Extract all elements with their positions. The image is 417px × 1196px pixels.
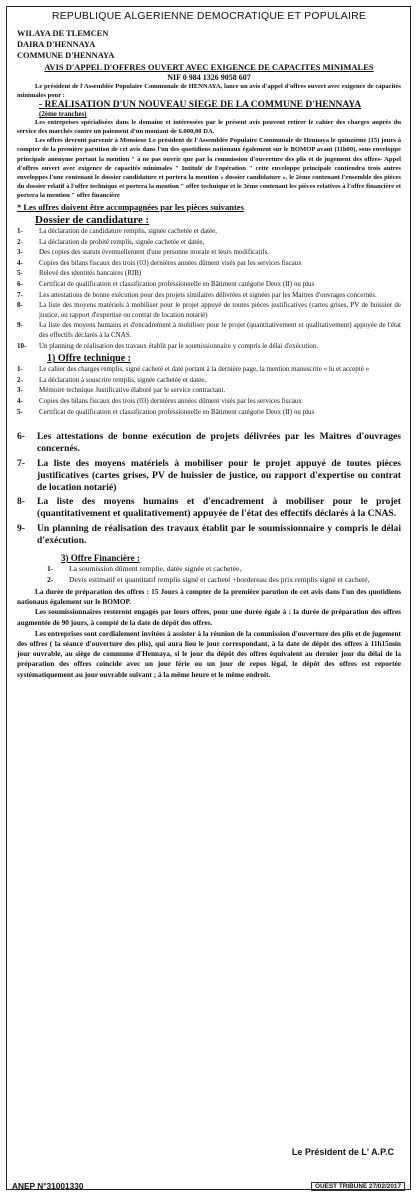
footer-newspaper: OUEST TRIBUNE 27/02/2017 — [311, 1182, 405, 1191]
technique-item-text: Le cahier des charges remplis, signé cacheté et daté portant à la dernière page, la mention manuscrite « lu et accepté » — [39, 365, 370, 374]
paragraph-offres: Les offres devront parvenir à Monsieur Le président de l'Assemblée Populaire Communale de Hennaya le quinzième (15) jours à compter de la première parution de cet avis dans l'un des quotidiens nationaux également sur le BOMOP avant (11h00), sous enveloppe principale anonyme portant la mention " à ne pas ouvrir que par la commission d'ouverture des plis et de jugement des offres- Appel d'offres ouvert avec exigence de capacités minimales " Intitulé de l'opération " cette enveloppe principale contiendra trois autres enveloppes l'une contenant le dossier candidature et portera la mention « dossier candidature », le 2ème contenant l'ensemble des pièces du dossier relatif à l'offre technique et portera la mention " offre technique et le 3ème contenant les pièces relatives à l'offre financière et portera la mention " offre financière — [17, 137, 401, 199]
candidature-item — [17, 227, 401, 237]
issuer-line-daira: DAIRA D'HENNAYA — [17, 40, 96, 49]
technique-large-item — [17, 523, 401, 547]
candidature-item-number: 1- — [17, 227, 23, 236]
closing-engagement: Les soumissionnaires resteront engagés par leurs offres, pour une durée égale à : la durée de préparation des offres augmentée de 90 jours, à compté de la date de dépôt des offres. — [17, 607, 401, 627]
footer-anep: ANEP N°31001330 — [12, 1181, 84, 1191]
candidature-item — [17, 238, 401, 248]
technique-large-item — [17, 458, 401, 495]
candidature-item-text: Les attestations de bonne exécution pour des projets similaires délivrées et signées par les Maitres d'ouvrages concernés. — [39, 290, 377, 299]
notice-body — [7, 7, 410, 680]
candidature-item-number: 8- — [17, 301, 23, 310]
accompany-heading: * Les offres doivent être accompagnées par les pièces suivantes — [17, 202, 244, 213]
closing-meeting: Les entreprises sont cordialement invitées à assister à la réunion de la commission d'ouverture des plis et de jugement des offres ( la séance d'ouverture des plis), qui aura lieu le jour correspondant, à la date de dépôt des offres à 11h15min jour ouvrable, au siège de commune d'Hennaya, si le jour du dépôt des offres équivalent au dernier jour du délai de la préparation des offres coïncide avec un jour férie ou un jour de repos légal, le dépôt des offres est reportée systématiquement au jour ouvrable suivant ; à la même heure et le même endroit. — [17, 628, 401, 679]
technique-item-number: 2- — [17, 375, 23, 384]
technique-large-item-text: La liste des moyens humains et d'encadrement à mobiliser pour le projet (quantitativement et qualitativement) appuyée de l'état des effectifs déclarés à la CNAS. — [37, 496, 401, 520]
financiere-item-text: Devis estimatif et quantitatif remplis signé et cacheté +bordereau des prix remplis signé et cacheté, — [69, 574, 370, 584]
candidature-item-text: La déclaration de candidature remplis, signée cachetée et datée, — [39, 227, 218, 236]
intro-paragraph: Le président de l'Assemblée Populaire Communale de HENNAYA, lance un avis d'appel d'offres ouvert avec exigence de capacités minimales pour : — [17, 83, 401, 100]
technique-item-text: La déclaration à souscrire remplis, signée cachetée et datée, — [39, 375, 207, 384]
signature-line: Le Président de L' A.P.C — [291, 1147, 394, 1157]
republic-header: REPUBLIQUE ALGERIENNE DEMOCRATIQUE ET POPULAIRE — [51, 10, 367, 22]
candidature-item-text: La liste des moyens matériels à mobiliser pour le projet appuyé de toutes pièces justificatives (cartes grises, PV de huissier de justice, ou rapport d'expertise ou contrat de location notarié) — [39, 301, 401, 319]
technique-large-item-number: 9- — [17, 522, 25, 534]
candidature-item — [17, 259, 401, 269]
candidature-item-number: 10- — [17, 341, 27, 350]
candidature-item-text: Copies des bilans fiscaux des trois (03) dernières années dûment visés par les services fiscaux — [39, 258, 302, 267]
financiere-heading: 3) Offre Financière : — [61, 552, 140, 563]
project-tranche: (2ème tranches) — [39, 110, 87, 119]
technique-item-number: 4- — [17, 396, 23, 405]
financiere-list — [17, 564, 401, 585]
candidature-item — [17, 269, 401, 279]
issuer-line-wilaya: WILAYA DE TLEMCEN — [17, 29, 109, 38]
candidature-item-number: 9- — [17, 321, 23, 330]
technique-large-item-number: 7- — [17, 457, 25, 469]
technique-item — [17, 376, 401, 386]
technique-item — [17, 408, 401, 418]
technique-item — [17, 386, 401, 396]
technique-heading: 1) Offre technique : — [47, 353, 131, 365]
paragraph-cahier: Les entreprises spécialisées dans le domaine et intéressées par le présent avis peuvent retirer le cahier des charges auprès du service des marchés contre un paiement d'un montant de 6.000,00 DA. — [17, 119, 401, 136]
candidature-item-text: La déclaration de probité remplis, signée cachetée et datée, — [39, 237, 205, 246]
notice-title: AVIS D'APPEL D'OFFRES OUVERT AVEC EXIGENCE DE CAPACITES MINIMALES — [44, 62, 374, 72]
technique-large-item — [17, 431, 401, 455]
candidature-item-text: Un planning de réalisation des travaux établit par le soumissionnaire y compris le délai d'exécution. — [39, 341, 319, 350]
technique-list — [17, 365, 401, 417]
technique-large-block — [17, 431, 401, 547]
technique-item-text: Copies des bilans fiscaux des trois (03) dernières années dûment visés par les services fiscaux — [39, 396, 302, 405]
closing-duration: La durée de préparation des offres : 15 Jours à compter de la première parution de cet avis dans l'un des quotidiens nationaux également sur le BOMOP. — [17, 586, 401, 607]
nif-number: NIF 0 984 1326 9058 607 — [167, 73, 251, 82]
candidature-item — [17, 301, 401, 320]
financiere-item-number: 1- — [47, 563, 54, 573]
technique-large-item-text: Les attestations de bonne exécution de projets délivrées par les Maitres d'ouvrages concernés. — [37, 431, 401, 455]
candidature-heading: Dossier de candidature : — [35, 214, 150, 227]
technique-item-number: 1- — [17, 365, 23, 374]
candidature-item-number: 5- — [17, 269, 23, 278]
project-object: - REALISATION D'UN NOUVEAU SIEGE DE LA COMMUNE D'HENNAYA — [39, 100, 362, 111]
notice-page — [6, 6, 411, 1190]
candidature-item-text: Des copies des statuts éventuellement d'une personne morale et leurs modificatifs. — [39, 248, 270, 257]
technique-item-number: 3- — [17, 386, 23, 395]
candidature-item-number: 2- — [17, 237, 23, 246]
candidature-item-number: 4- — [17, 258, 23, 267]
technique-item — [17, 365, 401, 375]
technique-large-item-number: 8- — [17, 496, 25, 508]
financiere-item-text: La soumission dûment remplie, datée signée et cachetée, — [69, 563, 242, 573]
candidature-item — [17, 280, 401, 290]
technique-item-text: Mémoire technique Justificative élaboré par le service contractant. — [39, 386, 226, 395]
candidature-item-number: 6- — [17, 280, 23, 288]
candidature-item-number: 7- — [17, 290, 23, 299]
financiere-item — [47, 564, 401, 574]
financiere-item-number: 2- — [47, 574, 54, 584]
issuer-block — [17, 28, 401, 61]
candidature-item-number: 3- — [17, 248, 23, 257]
technique-large-item — [17, 496, 401, 520]
financiere-item — [47, 575, 401, 585]
technique-large-item-text: Un planning de réalisation des travaux établit par le soumissionnaire y compris le délai d'exécution. — [37, 522, 401, 546]
candidature-item-text: La liste des moyens humains et d'encadrement à mobiliser pour le projet (quantitativement et qualitativement) appuyée de l'état des effectifs déclarés à la CNAS. — [39, 321, 401, 339]
technique-item-number: 5- — [17, 407, 23, 416]
technique-large-list — [17, 431, 401, 547]
technique-large-item-number: 6- — [17, 431, 25, 443]
candidature-item — [17, 321, 401, 340]
financiere-block — [17, 564, 401, 585]
technique-item — [17, 397, 401, 407]
technique-item-text: Certificat de qualification et classification professionnelle en Bâtiment catégorie Deux (II) ou plus — [39, 407, 315, 416]
technique-large-item-text: La liste des moyens matériels à mobiliser pour le projet appuyé de toutes pièces justificatives (cartes grises, PV de huissier de justice, ou rapport d'expertise ou contrat de location notarié) — [37, 457, 401, 493]
candidature-item — [17, 248, 401, 258]
candidature-list — [17, 227, 401, 351]
issuer-line-commune: COMMUNE D'HENNAYA — [17, 51, 115, 60]
candidature-item — [17, 291, 401, 301]
candidature-item-text: Relevé des identités bancaires (RIB) — [39, 269, 142, 278]
candidature-item — [17, 342, 401, 352]
candidature-item-text: Certificat de qualification et classification professionnelle en Bâtiment catégorie Deux (II) ou plus — [39, 280, 315, 288]
